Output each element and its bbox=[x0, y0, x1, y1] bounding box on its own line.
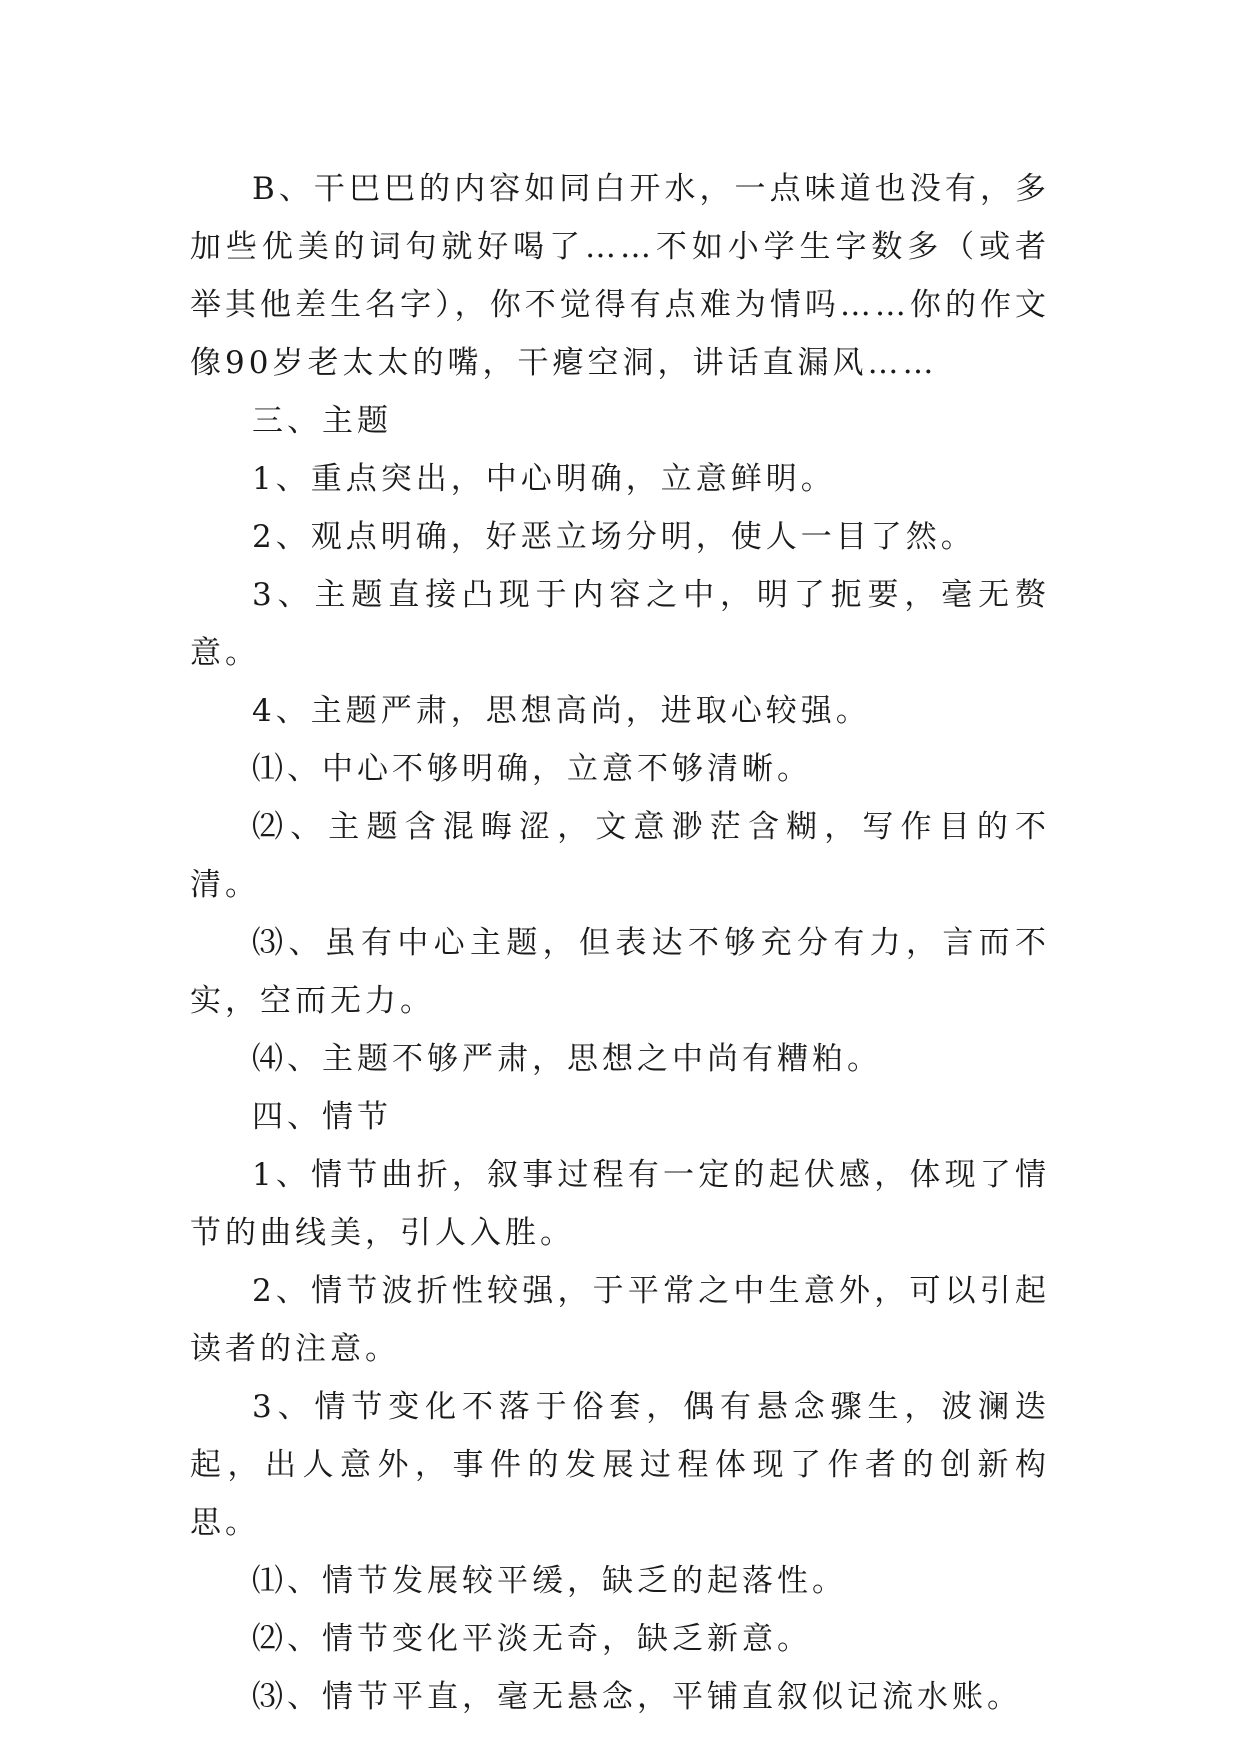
paragraph-b-content-critique: B、干巴巴的内容如同白开水，一点味道也没有，多加些优美的词句就好喝了……不如小学生字数多（或者举其他差生名字），你不觉得有点难为情吗……你的作文像90岁老太太的嘴，干瘪空洞，讲话直漏风…… bbox=[190, 171, 1050, 381]
plot-point-3: 3、情节变化不落于俗套，偶有悬念骤生，波澜迭起，出人意外，事件的发展过程体现了作者的创新构思。 bbox=[190, 1389, 1050, 1541]
theme-point-3: 3、主题直接凸现于内容之中，明了扼要，毫无赘意。 bbox=[190, 577, 1050, 671]
plot-weakness-3: ⑶、情节平直，毫无悬念，平铺直叙似记流水账。 bbox=[252, 1679, 1022, 1715]
theme-weakness-1: ⑴、中心不够明确，立意不够清晰。 bbox=[252, 751, 812, 787]
plot-point-1: 1、情节曲折，叙事过程有一定的起伏感，体现了情节的曲线美，引人入胜。 bbox=[190, 1157, 1050, 1251]
section-heading-plot: 四、情节 bbox=[252, 1099, 392, 1135]
plot-weakness-2: ⑵、情节变化平淡无奇，缺乏新意。 bbox=[252, 1621, 812, 1657]
theme-point-1: 1、重点突出，中心明确，立意鲜明。 bbox=[252, 461, 836, 497]
theme-weakness-4: ⑷、主题不够严肃，思想之中尚有糟粕。 bbox=[252, 1041, 882, 1077]
theme-weakness-2: ⑵、主题含混晦涩，文意渺茫含糊，写作目的不清。 bbox=[190, 809, 1050, 903]
section-heading-theme: 三、主题 bbox=[252, 403, 392, 439]
theme-point-2: 2、观点明确，好恶立场分明，使人一目了然。 bbox=[252, 519, 976, 555]
document-body bbox=[190, 160, 1050, 1726]
theme-point-4: 4、主题严肃，思想高尚，进取心较强。 bbox=[252, 693, 871, 729]
plot-weakness-1: ⑴、情节发展较平缓，缺乏的起落性。 bbox=[252, 1563, 847, 1599]
theme-weakness-3: ⑶、虽有中心主题，但表达不够充分有力，言而不实，空而无力。 bbox=[190, 925, 1050, 1019]
plot-point-2: 2、情节波折性较强，于平常之中生意外，可以引起读者的注意。 bbox=[190, 1273, 1050, 1367]
